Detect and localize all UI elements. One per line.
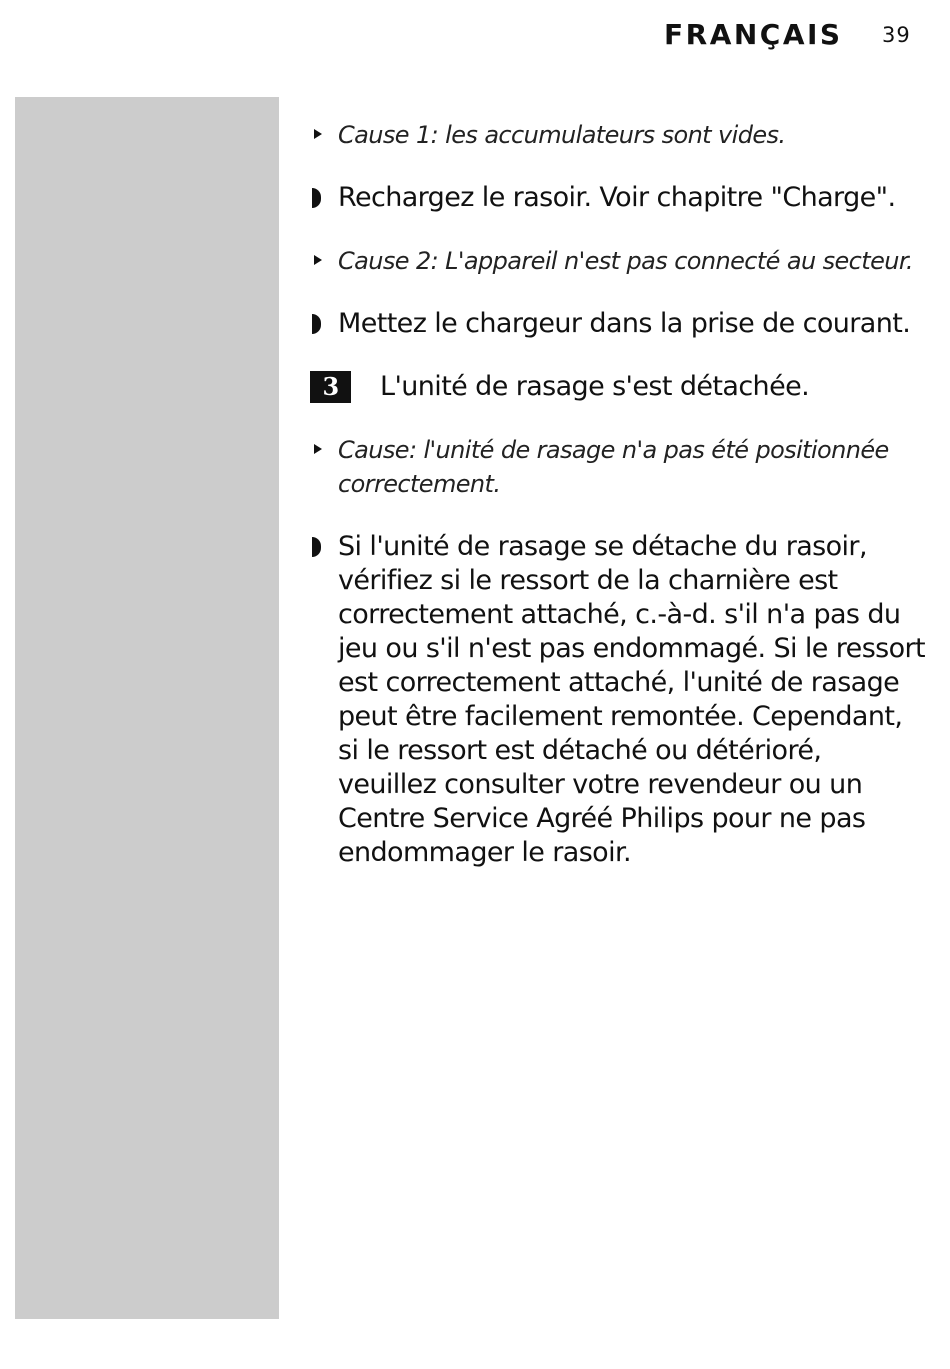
- remedy-item-2: [306, 307, 926, 341]
- triangle-bullet-icon: [314, 444, 322, 454]
- half-circle-bullet-icon: [312, 188, 321, 208]
- remedy-text: Rechargez le rasoir. Voir chapitre "Charge".: [338, 182, 896, 213]
- cause-item-2: [306, 244, 926, 278]
- problem-title: L'unité de rasage s'est détachée.: [380, 371, 810, 402]
- cause-item-1: [306, 118, 926, 152]
- half-circle-bullet-icon: [312, 537, 321, 557]
- troubleshooting-content: [306, 118, 926, 899]
- remedy-item-3: [306, 530, 926, 870]
- cause-text: Cause 2: L'appareil n'est pas connecté au secteur.: [338, 247, 913, 275]
- half-circle-bullet-icon: [312, 314, 321, 334]
- remedy-text: Si l'unité de rasage se détache du rasoir, vérifiez si le ressort de la charnière est correctement attaché, c.-à-d. s'il n'a pas du jeu ou s'il n'est pas endommagé. Si le ressort est correctement attaché, l'unité de rasage peut être facilement remontée. Cependant, si le ressort est détaché ou détérioré, veuillez consulter votre revendeur ou un Centre Service Agréé Philips pour ne pas endommager le rasoir.: [338, 531, 926, 868]
- problem-number-badge: 3: [310, 371, 351, 403]
- section-language-title: FRANÇAIS: [664, 18, 843, 51]
- cause-text: Cause: l'unité de rasage n'a pas été positionnée correctement.: [338, 436, 889, 498]
- remedy-text: Mettez le chargeur dans la prise de courant.: [338, 308, 911, 339]
- cause-text: Cause 1: les accumulateurs sont vides.: [338, 121, 786, 149]
- remedy-item-1: [306, 181, 926, 215]
- left-margin-panel: [15, 97, 279, 1319]
- page-number: 39: [882, 23, 911, 47]
- cause-item-3: [306, 433, 926, 501]
- triangle-bullet-icon: [314, 129, 322, 139]
- problem-heading-3: [306, 370, 926, 404]
- triangle-bullet-icon: [314, 255, 322, 265]
